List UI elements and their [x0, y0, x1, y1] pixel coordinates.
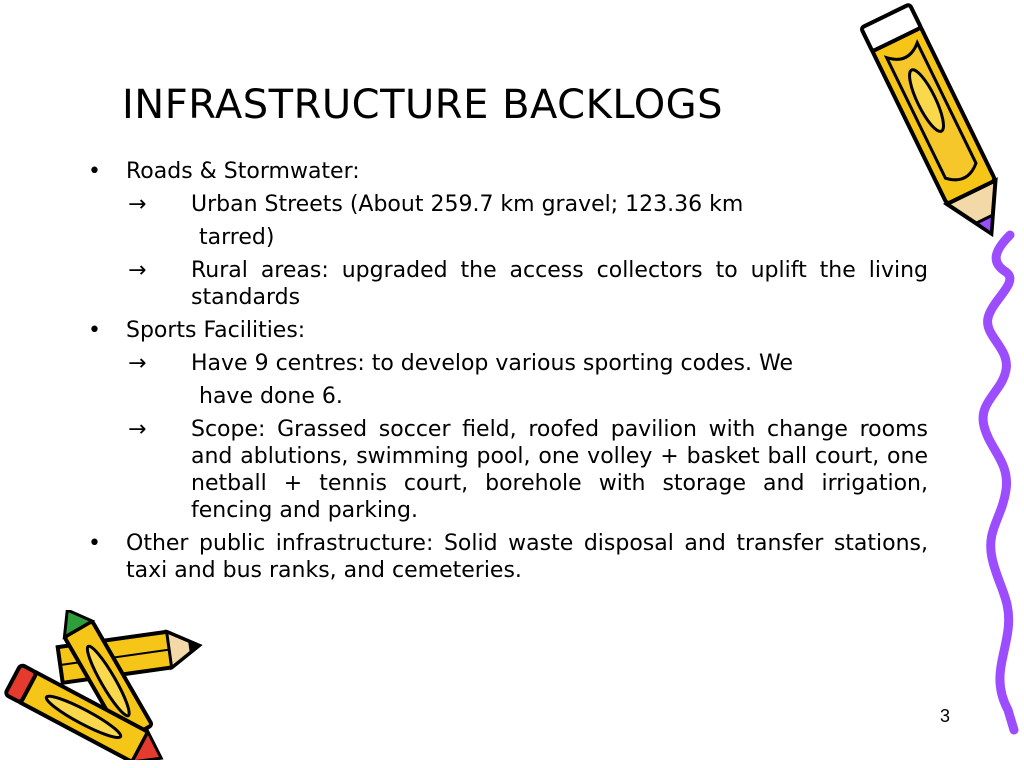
subbullet-scope: [88, 416, 928, 524]
bullet-heading: Roads & Stormwater:: [126, 159, 360, 184]
bullet-icon: •: [88, 318, 101, 343]
page-number: 3: [940, 706, 951, 726]
bullet-heading: Other public infrastructure: Solid waste disposal and transfer stations, taxi and bus ranks, and cemeteries.: [126, 531, 928, 583]
arrow-icon: →: [128, 351, 147, 376]
subbullet-text: Urban Streets (About 259.7 km gravel; 123.36 km: [191, 192, 744, 217]
bullet-icon: •: [88, 159, 101, 184]
slide-body: [88, 158, 928, 590]
subbullet-text-continued: have done 6.: [199, 384, 343, 409]
bullet-roads-stormwater: [88, 158, 928, 185]
arrow-icon: →: [128, 192, 147, 217]
bullet-other-infrastructure: [88, 530, 928, 584]
subbullet-rural-areas: [88, 257, 928, 311]
arrow-icon: →: [128, 258, 147, 283]
bullet-icon: •: [88, 531, 101, 556]
subbullet-text: Scope: Grassed soccer field, roofed pavilion with change rooms and ablutions, swimming pool, one volley + basket ball court, one netball + tennis court, borehole with storage and irrigation, fencing and parking.: [191, 417, 928, 523]
arrow-icon: →: [128, 417, 147, 442]
subbullet-sports-centres: [88, 350, 928, 410]
slide-title: INFRASTRUCTURE BACKLOGS: [122, 82, 724, 128]
subbullet-text-continued: tarred): [199, 225, 275, 250]
crossed-pencils-icon: [0, 610, 210, 760]
bullet-heading: Sports Facilities:: [126, 318, 306, 343]
pencil-with-squiggle-icon: [860, 0, 1020, 740]
bullet-sports-facilities: [88, 317, 928, 344]
subbullet-text: Have 9 centres: to develop various sporting codes. We: [191, 351, 793, 376]
subbullet-urban-streets: [88, 191, 928, 251]
subbullet-text: Rural areas: upgraded the access collectors to uplift the living standards: [191, 258, 928, 310]
